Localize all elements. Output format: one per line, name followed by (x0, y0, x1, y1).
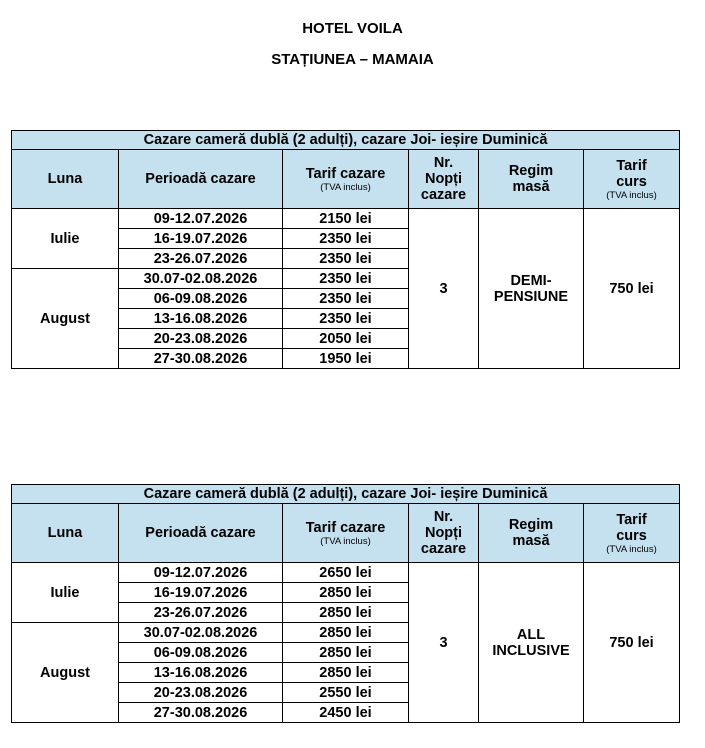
price-cell: 2350 lei (283, 309, 409, 329)
price-cell: 2350 lei (283, 229, 409, 249)
col-header-rate: Tarif cazare (TVA inclus) (283, 504, 409, 563)
nights-cell: 3 (409, 209, 479, 369)
col-header-meal-plan: Regim masă (479, 504, 584, 563)
period-cell: 13-16.08.2026 (119, 663, 283, 683)
period-cell: 09-12.07.2026 (119, 563, 283, 583)
month-cell: August (12, 269, 119, 369)
price-table-half-board (11, 130, 680, 369)
month-cell: Iulie (12, 563, 119, 623)
nights-cell: 3 (409, 563, 479, 723)
price-cell: 2350 lei (283, 289, 409, 309)
period-cell: 16-19.07.2026 (119, 583, 283, 603)
col-header-nights: Nr. Nopți cazare (409, 504, 479, 563)
col-header-course-rate: Tarif curs (TVA inclus) (584, 150, 680, 209)
period-cell: 20-23.08.2026 (119, 683, 283, 703)
period-cell: 27-30.08.2026 (119, 703, 283, 723)
period-cell: 13-16.08.2026 (119, 309, 283, 329)
period-cell: 06-09.08.2026 (119, 289, 283, 309)
price-table-all-inclusive (11, 484, 680, 723)
col-header-nights: Nr. Nopți cazare (409, 150, 479, 209)
period-cell: 30.07-02.08.2026 (119, 623, 283, 643)
resort-subtitle: STAȚIUNEA – MAMAIA (271, 51, 434, 68)
price-cell: 1950 lei (283, 349, 409, 369)
meal-plan-cell: DEMI- PENSIUNE (479, 209, 584, 369)
price-cell: 2850 lei (283, 603, 409, 623)
meal-plan-cell: ALL INCLUSIVE (479, 563, 584, 723)
price-cell: 2850 lei (283, 583, 409, 603)
price-cell: 2650 lei (283, 563, 409, 583)
price-cell: 2350 lei (283, 249, 409, 269)
price-cell: 2050 lei (283, 329, 409, 349)
period-cell: 09-12.07.2026 (119, 209, 283, 229)
table-caption: Cazare cameră dublă (2 adulți), cazare Joi- ieșire Duminică (12, 485, 680, 504)
period-cell: 27-30.08.2026 (119, 349, 283, 369)
course-price-cell: 750 lei (584, 209, 680, 369)
price-cell: 2350 lei (283, 269, 409, 289)
col-header-rate: Tarif cazare (TVA inclus) (283, 150, 409, 209)
period-cell: 20-23.08.2026 (119, 329, 283, 349)
col-header-month: Luna (12, 504, 119, 563)
price-cell: 2850 lei (283, 643, 409, 663)
period-cell: 30.07-02.08.2026 (119, 269, 283, 289)
price-cell: 2850 lei (283, 623, 409, 643)
col-header-period: Perioadă cazare (119, 504, 283, 563)
price-cell: 2450 lei (283, 703, 409, 723)
price-cell: 2850 lei (283, 663, 409, 683)
period-cell: 16-19.07.2026 (119, 229, 283, 249)
hotel-title: HOTEL VOILA (302, 20, 403, 37)
table-caption: Cazare cameră dublă (2 adulți), cazare Joi- ieșire Duminică (12, 131, 680, 150)
col-header-period: Perioadă cazare (119, 150, 283, 209)
course-price-cell: 750 lei (584, 563, 680, 723)
month-cell: Iulie (12, 209, 119, 269)
col-header-month: Luna (12, 150, 119, 209)
col-header-meal-plan: Regim masă (479, 150, 584, 209)
period-cell: 06-09.08.2026 (119, 643, 283, 663)
month-cell: August (12, 623, 119, 723)
period-cell: 23-26.07.2026 (119, 249, 283, 269)
price-cell: 2550 lei (283, 683, 409, 703)
period-cell: 23-26.07.2026 (119, 603, 283, 623)
price-cell: 2150 lei (283, 209, 409, 229)
col-header-course-rate: Tarif curs (TVA inclus) (584, 504, 680, 563)
